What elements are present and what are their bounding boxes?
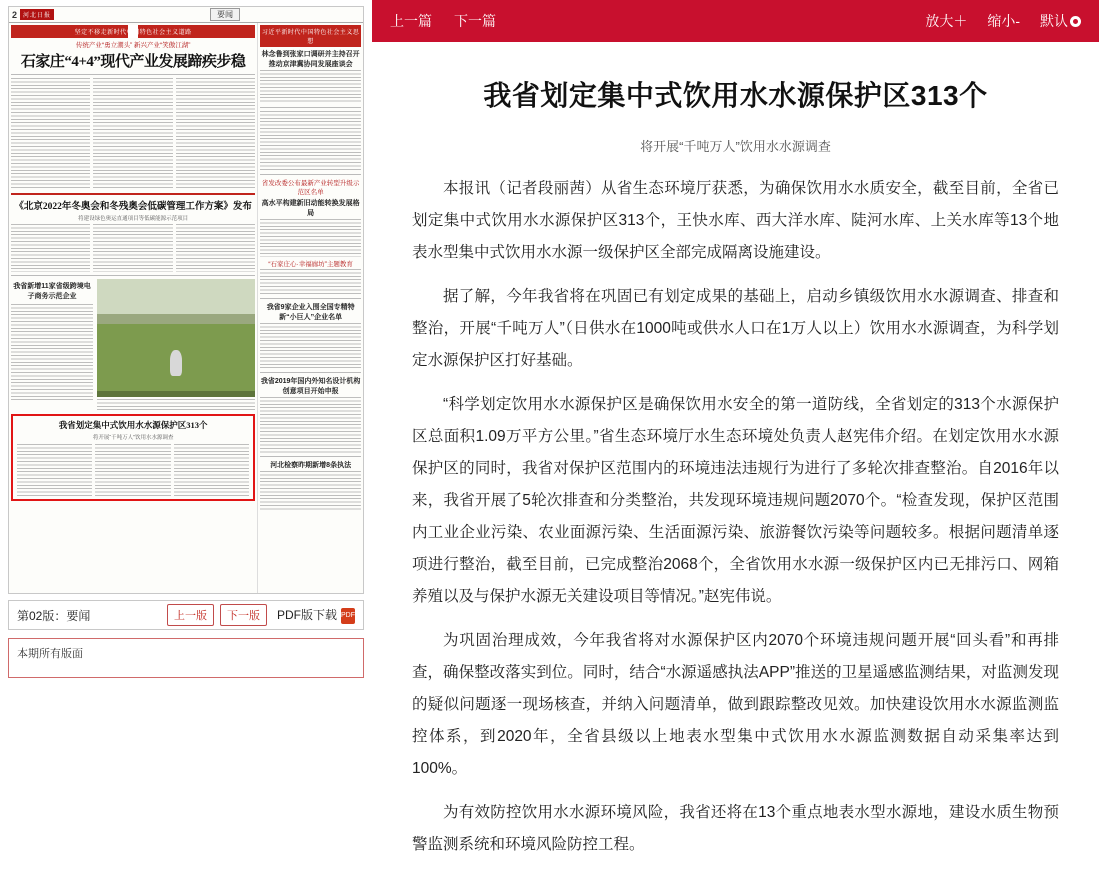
side-item-1: 林念鲁到张家口调研并主持召开推动京津冀协同发展座谈会 (261, 51, 360, 68)
article-paragraph: 为巩固治理成效，今年我省将对水源保护区内2070个环境违规问题开展“回头看”和再排查，确保整改落实到位。同时，结合“水源遥感执法APP”推送的卫星遥感监测结果，对监测发现的疑似问题逐一现场核查，并纳入问题清单，做到跟踪整改见效。加快建设饮用水水源监测监控体系，到2020年，全省县级以上地表水型集中式饮用水水源监测数据自动采集率达到100%。 (412, 632, 1059, 777)
text-lines (260, 397, 361, 453)
text-lines (11, 224, 90, 272)
side-item-4-kicker: 省发改委公布最新产业转型升级示范区名单 (261, 180, 360, 196)
all-pages-title: 本期所有版面 (17, 648, 83, 660)
text-lines (176, 224, 255, 272)
newspaper-photo (97, 279, 255, 397)
article-subtitle: 将开展“千吨万人”饮用水水源调查 (640, 139, 831, 154)
text-lines (95, 444, 170, 496)
reset-zoom-button[interactable] (1040, 11, 1081, 31)
pdf-download-link[interactable] (277, 606, 355, 624)
front-headline: 石家庄“4+4”现代产业发展蹄疾步稳 (20, 54, 246, 70)
divider (260, 456, 361, 457)
pdf-icon: PDF (341, 608, 355, 624)
zoom-out-button[interactable]: 缩小- (987, 13, 1020, 29)
prev-article-link[interactable]: 上一篇 (390, 13, 432, 29)
reset-zoom-label: 默认 (1040, 13, 1068, 29)
reset-dot-icon (1070, 16, 1081, 27)
text-lines (260, 219, 361, 257)
second-headline: 《北京2022年冬奥会和冬残奥会低碳管理工作方案》发布 (14, 202, 252, 212)
divider (260, 372, 361, 373)
side-banner: 习近平新时代中国特色社会主义思想 (260, 25, 361, 47)
article-paragraph: 本报讯（记者段丽茜）从省生态环境厅获悉，为确保饮用水水质安全，截至目前，全省已划定集中式饮用水水源保护区313个，王快水库、西大洋水库、陡河水库、上关水库等13个地表水型集中式饮用水水源一级保护区全部完成隔离设施建设。 (412, 180, 1059, 261)
current-page-label: 第02版：要闻 (17, 608, 91, 623)
text-lines (11, 78, 90, 190)
divider (260, 107, 361, 108)
top-banner (11, 25, 255, 38)
next-page-button[interactable]: 下一版 (220, 604, 267, 626)
side-item-6: 我省9家企业入围全国专精特新“小巨人”企业名单 (266, 304, 355, 321)
front-kicker: 传统产业“勇立潮头” 新兴产业“笑傲江湖” (75, 42, 191, 49)
side-item-4: 高水平构建新旧动能转换发展格局 (261, 200, 360, 217)
highlighted-article-text (17, 444, 249, 496)
newspaper-side-column (258, 23, 363, 593)
divider-red (11, 193, 255, 195)
masthead-section: 要闻 (210, 8, 240, 21)
text-lines (176, 78, 255, 190)
text-lines (93, 224, 172, 272)
page-navigation-toolbar (8, 600, 364, 630)
prev-page-button[interactable]: 上一版 (167, 604, 214, 626)
article-paragraph: 为有效防控饮用水水源环境风险，我省还将在13个重点地表水型水源地，建设水质生物预警监测系统和环境风险防控工程。 (412, 804, 1059, 853)
divider (11, 275, 255, 276)
front-text-block-2 (11, 224, 255, 272)
next-article-link[interactable]: 下一篇 (454, 13, 496, 29)
highlighted-article-subtitle: 将开展“千吨万人”饮用水水源调查 (92, 435, 174, 441)
article-content (372, 42, 1099, 883)
zoom-in-button[interactable]: 放大＋ (925, 13, 968, 29)
photo-caption-lines (97, 399, 255, 411)
side-item-8: 河北检察昨期新增8条执法 (270, 462, 352, 469)
text-lines (260, 111, 361, 171)
second-subline: 将建设绿色奥运直通项目等低碳能源示范项目 (78, 216, 189, 222)
masthead-page-number: 2 (12, 9, 18, 20)
text-lines (93, 78, 172, 190)
side-item-5-kicker: “石家庄心·幸福廊坊”主题教育 (268, 261, 353, 268)
article-paragraph: 据了解，今年我省将在巩固已有划定成果的基础上，启动乡镇级饮用水水源调查、排查和整治，开展“千吨万人”（日供水在1000吨或供水人口在1万人以上）饮用水水源调查，为科学划定水源保护区打好基础。 (412, 288, 1059, 369)
text-lines (260, 70, 361, 104)
text-lines (11, 304, 93, 400)
text-lines (260, 269, 361, 295)
front-text-block-1 (11, 78, 255, 190)
side-item-7: 我省2019年国内外知名设计机构创意项目开始申报 (260, 378, 361, 395)
newspaper-preview-pane (0, 0, 372, 673)
newspaper-main-column (9, 23, 258, 593)
divider (260, 298, 361, 299)
masthead-logo: 河北日报 (20, 9, 54, 20)
article-title: 我省划定集中式饮用水水源保护区313个 (483, 80, 988, 111)
newspaper-columns (9, 23, 363, 593)
divider (11, 74, 255, 75)
text-lines (174, 444, 249, 496)
article-toolbar (372, 0, 1099, 42)
text-lines (17, 444, 92, 496)
front-mixed-block (11, 279, 255, 411)
pdf-download-label: PDF版下载 (276, 608, 337, 623)
article-paragraph: “科学划定饮用水水源保护区是确保饮用水安全的第一道防线，全省划定的313个水源保护区总面积1.09万平方公里。”省生态环境厅水生态环境处负责人赵宪伟介绍。在划定饮用水水源保护区的同时，我省对保护区范围内的环境违法违规行为进行了多轮次排查整治。自2016年以来，我省开展了5轮次排查和分类整治，共发现环境违规问题2070个。“检查发现，保护区范围内工业企业污染、农业面源污染、生活面源污染、旅游餐饮污染等问题较多。根据问题清单逐项进行整治，截至目前，已完成整治2068个，全省饮用水水源一级保护区内已无排污口、网箱养殖以及与保护水源无关建设项目等情况。”赵宪伟说。 (412, 396, 1059, 605)
top-banner-left: 坚定不移走新时代中国特色社会主义道路 (74, 30, 192, 36)
text-lines (260, 471, 361, 511)
highlighted-article-box[interactable] (11, 414, 255, 501)
divider (260, 174, 361, 175)
text-lines (260, 323, 361, 369)
newspaper-page-thumbnail[interactable] (8, 6, 364, 594)
third-headline: 我省新增11家省级跨境电子商务示范企业 (13, 283, 91, 300)
article-pane (372, 0, 1099, 853)
all-pages-panel[interactable] (8, 638, 364, 678)
highlighted-article-title: 我省划定集中式饮用水水源保护区313个 (58, 420, 208, 430)
newspaper-masthead (9, 7, 363, 23)
